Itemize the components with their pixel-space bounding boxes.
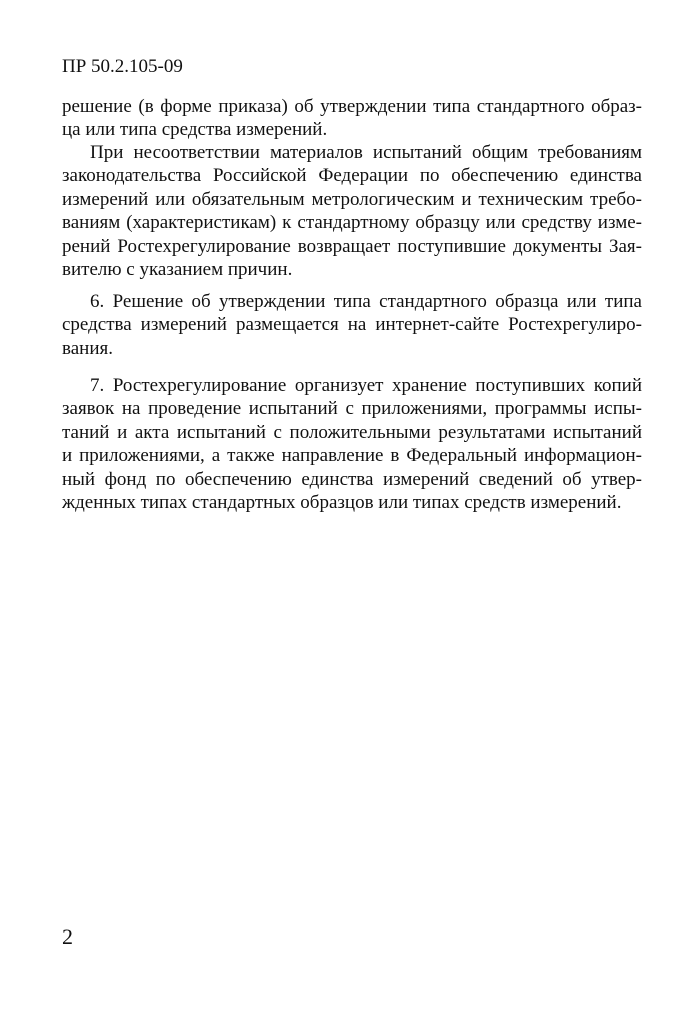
text-line: законодательства Российской Федерации по обеспечению единства xyxy=(62,165,642,187)
paragraph-item-6 xyxy=(62,290,642,360)
paragraph-nonconformity xyxy=(62,141,642,281)
text-line: таний и акта испытаний с положительными результатами испытаний xyxy=(62,421,642,443)
document-code: ПР 50.2.105-09 xyxy=(62,56,183,77)
text-line: При несоответствии материалов испытаний общим требованиям xyxy=(90,142,642,163)
text-line: рений Ростехрегулирование возвращает поступившие документы Зая- xyxy=(62,235,642,257)
text-line: измерений или обязательным метрологическим и техническим требо- xyxy=(62,188,642,210)
text-line: средства измерений размещается на интернет-сайте Ростехрегулиро- xyxy=(62,314,642,336)
text-line: жденных типах стандартных образцов или типах средств измерений. xyxy=(62,492,622,514)
text-line: ваниям (характеристикам) к стандартному образцу или средству изме- xyxy=(62,212,642,234)
text-line: решение (в форме приказа) об утверждении типа стандартного образ- xyxy=(62,96,642,117)
paragraph-decision-form xyxy=(62,95,642,142)
text-line: ца или типа средства измерений. xyxy=(62,119,328,141)
text-line: ный фонд по обеспечению единства измерений сведений об утвер- xyxy=(62,468,642,490)
text-line: вителю с указанием причин. xyxy=(62,259,293,281)
text-line: и приложениями, а также направление в Федеральный информацион- xyxy=(62,445,642,467)
text-line: вания. xyxy=(62,337,113,359)
text-line: заявок на проведение испытаний с приложениями, программы испы- xyxy=(62,398,642,420)
paragraph-item-7 xyxy=(62,374,642,514)
page-number: 2 xyxy=(62,924,73,949)
text-line: 7. Ростехрегулирование организует хранение поступивших копий xyxy=(90,375,642,396)
text-line: 6. Решение об утверждении типа стандартного образца или типа xyxy=(90,291,642,312)
